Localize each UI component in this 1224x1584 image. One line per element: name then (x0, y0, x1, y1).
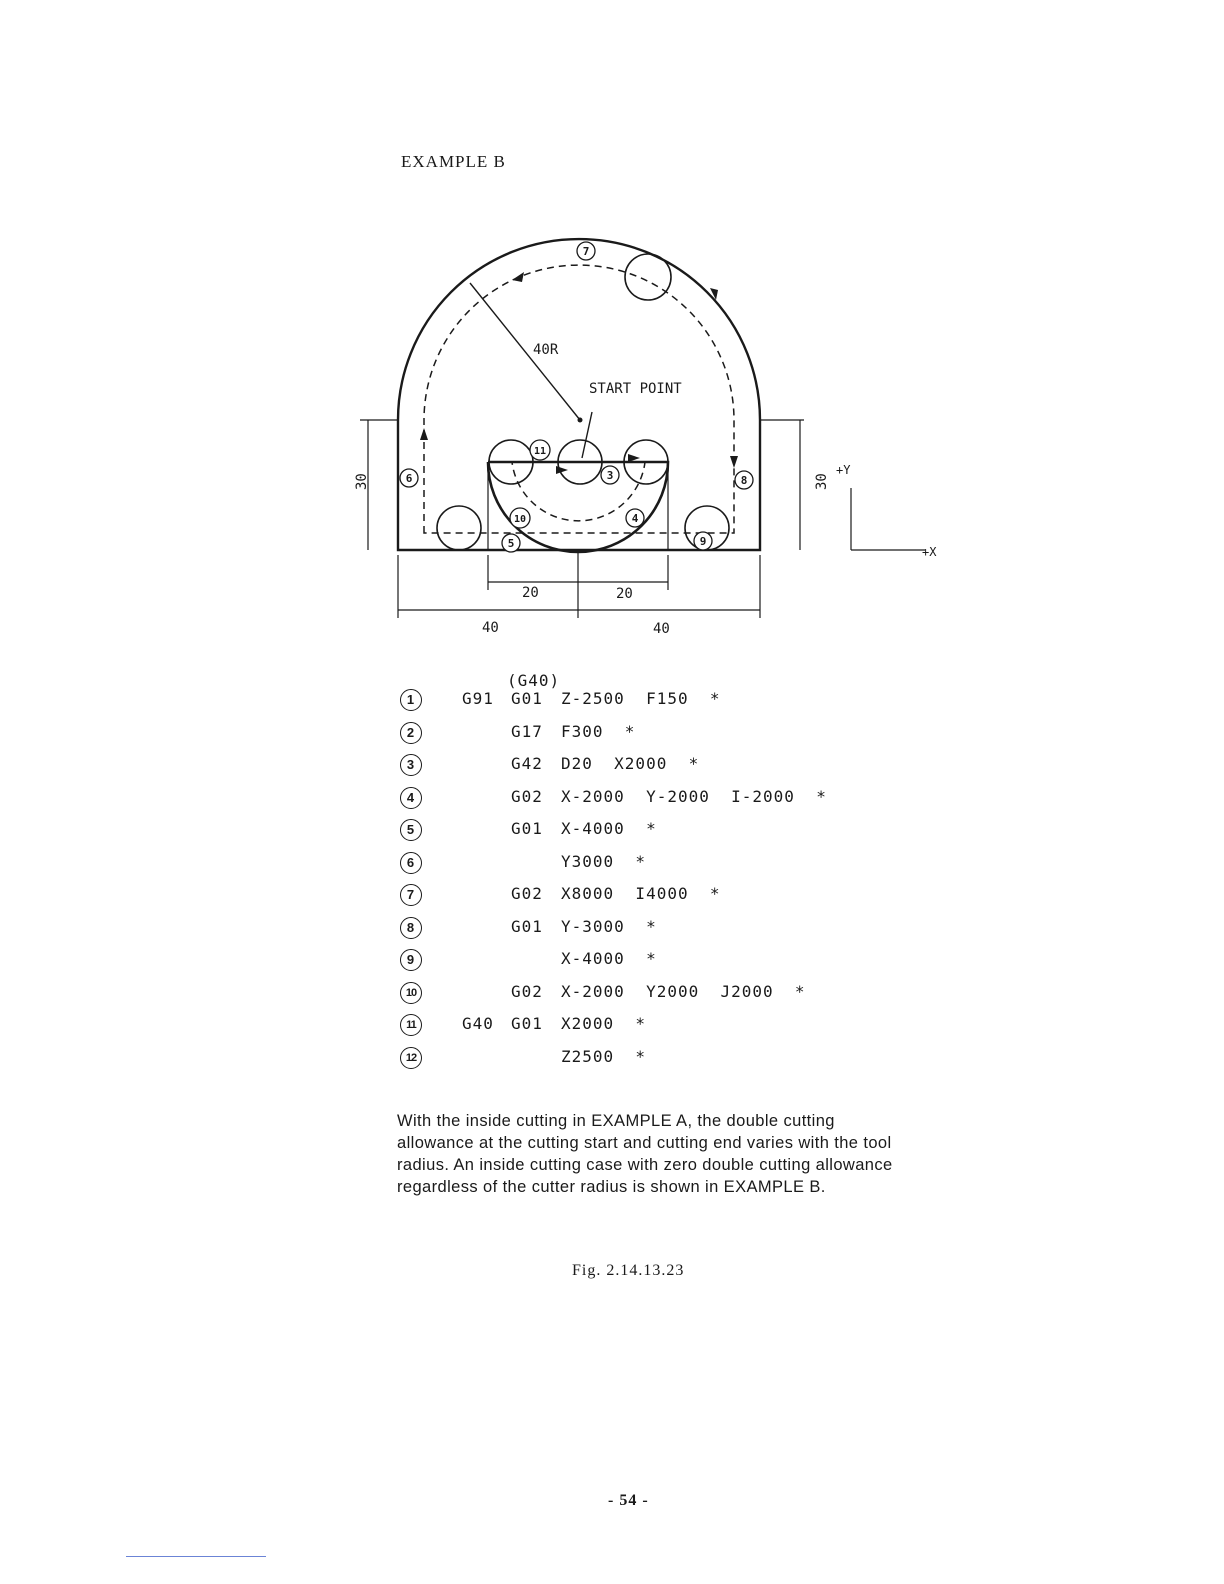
axis-y-label: +Y (836, 463, 851, 477)
code-col3: Y-3000 * (561, 916, 657, 936)
svg-text:10: 10 (513, 514, 527, 525)
program-line (395, 882, 875, 915)
code-col2: G02 (511, 786, 543, 806)
code-col2: G17 (511, 721, 543, 741)
page-number: - 54 - (608, 1492, 649, 1509)
code-col2: G01 (511, 916, 543, 936)
figure-caption: Fig. 2.14.13.23 (572, 1262, 685, 1279)
radius-label: 40R (533, 342, 559, 358)
marker-5 (502, 534, 520, 552)
code-col3: X-2000 Y-2000 I-2000 * (561, 786, 827, 806)
program-line (395, 1012, 875, 1045)
footer-rule (126, 1556, 266, 1557)
svg-text:4: 4 (631, 512, 639, 525)
code-col3: D20 X2000 * (561, 754, 700, 773)
marker-4 (626, 509, 644, 527)
code-col2: G42 (511, 754, 543, 773)
marker-10 (510, 508, 530, 528)
code-col2: G02 (511, 981, 543, 1001)
axis-x-label: +X (922, 545, 937, 559)
code-col3: X2000 * (561, 1014, 647, 1033)
nc-program (395, 687, 875, 1077)
program-preface: (G40) (507, 671, 561, 690)
svg-text:9: 9 (699, 535, 707, 548)
svg-text:7: 7 (582, 245, 590, 258)
code-col3: X8000 I4000 * (561, 884, 721, 903)
start-point-label: START POINT (589, 381, 682, 397)
marker-11 (530, 440, 550, 460)
program-line (395, 720, 875, 753)
code-col3: Z2500 * (561, 1046, 647, 1066)
toolpath-outer (424, 265, 734, 533)
step-number: 1 (400, 689, 422, 711)
code-col1: G91 (462, 689, 494, 708)
code-col2: G01 (511, 819, 543, 838)
code-col2: G02 (511, 884, 543, 903)
code-col3: X-4000 * (561, 819, 657, 838)
program-line (395, 785, 875, 818)
marker-6 (400, 469, 418, 487)
dim-outer-right: 40 (653, 621, 670, 637)
dim-outer-left: 40 (482, 620, 499, 636)
program-line (395, 752, 875, 785)
program-line (395, 980, 875, 1013)
code-col3: X-4000 * (561, 949, 657, 968)
program-line (395, 687, 875, 720)
step-number: 4 (400, 787, 422, 809)
program-line (395, 817, 875, 850)
dim-inner-right: 20 (616, 586, 633, 602)
code-col3: Z-2500 F150 * (561, 689, 721, 708)
svg-text:5: 5 (507, 537, 515, 550)
program-line (395, 1045, 875, 1078)
code-col2: G01 (511, 689, 543, 708)
code-col1: G40 (462, 1014, 494, 1033)
marker-7 (577, 242, 595, 260)
program-line (395, 850, 875, 883)
step-number: 7 (400, 884, 422, 906)
svg-text:3: 3 (606, 469, 614, 482)
step-number: 5 (400, 819, 422, 841)
marker-9 (694, 532, 712, 550)
dim-inner-left: 20 (522, 585, 539, 601)
dim-left-height: 30 (354, 473, 370, 490)
code-col2: G01 (511, 1014, 543, 1033)
code-col3: Y3000 * (561, 851, 647, 871)
marker-3 (601, 466, 619, 484)
step-number: 9 (400, 949, 422, 971)
example-heading: EXAMPLE B (401, 152, 506, 171)
step-number: 12 (400, 1047, 422, 1069)
code-col3: X-2000 Y2000 J2000 * (561, 981, 806, 1001)
step-number: 8 (400, 917, 422, 939)
marker-8 (735, 471, 753, 489)
svg-text:6: 6 (405, 472, 413, 485)
body-paragraph: With the inside cutting in EXAMPLE A, the double cutting allowance at the cutting start and cutting end varies with the tool radius. An inside cutting case with zero double cutting allowance regardless of the cutter radius is shown in EXAMPLE B. (397, 1112, 893, 1196)
toolpath-diagram (330, 225, 950, 655)
dim-right-height: 30 (814, 473, 830, 490)
program-line (395, 915, 875, 948)
code-col3: F300 * (561, 721, 636, 741)
step-number: 2 (400, 722, 422, 744)
svg-text:11: 11 (533, 446, 547, 457)
svg-text:8: 8 (740, 474, 748, 487)
step-number: 11 (400, 1014, 422, 1036)
step-number: 3 (400, 754, 422, 776)
step-number: 6 (400, 852, 422, 874)
program-line (395, 947, 875, 980)
part-outline (398, 239, 760, 550)
step-number: 10 (400, 982, 422, 1004)
